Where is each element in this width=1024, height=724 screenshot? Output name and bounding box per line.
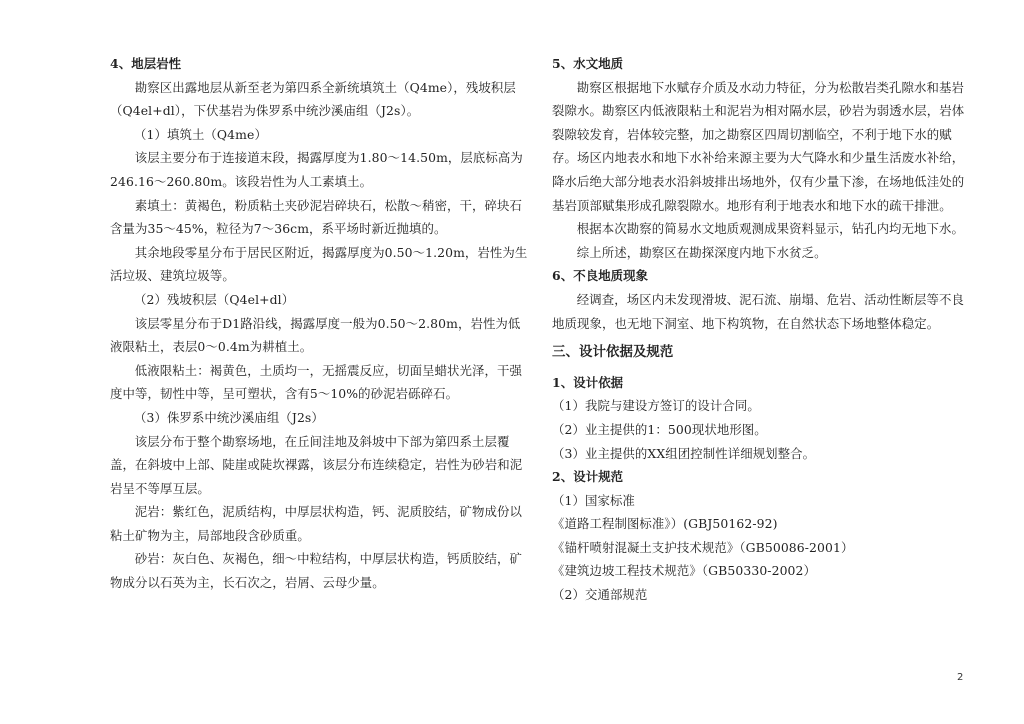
fill-soil-paragraph-1: 该层主要分布于连接道末段，揭露厚度为1.80～14.50m，层底标高为246.16～260.80m。该段岩性为人工素填土。 [110,150,523,189]
jurassic-formation-title: （3）侏罗系中统沙溪庙组（J2s） [134,409,324,425]
hydrogeology-paragraph-3: 综上所述，勘察区在勘探深度内地下水贫乏。 [576,244,827,260]
adverse-geology-paragraph: 经调查，场区内未发现滑坡、泥石流、崩塌、危岩、活动性断层等不良地质现象，也无地下洞室、地下构筑物，在自然状态下场地整体稳定。 [552,291,965,331]
design-basis-title: 1、设计依据 [552,374,624,390]
fill-soil-paragraph-3: 其余地段零星分布于居民区附近，揭露厚度为0.50～1.20m，岩性为生活垃圾、建筑垃圾等。 [110,244,528,284]
design-codes-title: 2、设计规范 [552,469,624,485]
section-4-title: 4、地层岩性 [110,56,182,71]
transport-codes-title: （2）交通部规范 [552,587,648,603]
residual-layer-paragraph-2: 低液限粘土：褐黄色，土质均一，无摇震反应，切面呈蜡状光泽，干强度中等，韧性中等，呈可塑状，含有5～10%的砂泥岩砾碎石。 [110,362,523,402]
chapter-3-title: 三、设计依据及规范 [552,344,674,361]
stratigraphy-intro: 勘察区出露地层从新至老为第四系全新统填筑土（Q4me），残坡积层（Q4el+dl），下伏基岩为侏罗系中统沙溪庙组（J2s）。 [110,79,516,119]
mudstone-paragraph: 泥岩：紫红色，泥质结构，中厚层状构造，钙、泥质胶结，矿物成份以粘土矿物为主，局部地段含砂质重。 [110,504,523,543]
page-number: 2 [957,672,964,683]
standard-item: 《道路工程制图标准》）(GBJ50162-92) [552,516,778,532]
sandstone-paragraph: 砂岩：灰白色、灰褐色，细～中粒结构，中厚层状构造，钙质胶结，矿物成分以石英为主，长石次之，岩屑、云母少量。 [110,551,523,591]
design-basis-item: （3）业主提供的XX组团控制性详细规划整合。 [552,445,816,461]
jurassic-formation-paragraph: 该层分布于整个勘察场地，在丘间洼地及斜坡中下部为第四系土层覆盖，在斜坡中上部、陡崖或陡坎裸露，该层分布连续稳定，岩性为砂岩和泥岩呈不等厚互层。 [110,433,523,496]
standard-item: 《建筑边坡工程技术规范》（GB50330-2002） [552,563,817,579]
national-standards-title: （1）国家标准 [552,492,635,508]
hydrogeology-paragraph-2: 根据本次勘察的简易水文地质观测成果资料显示，钻孔内均无地下水。 [576,221,965,237]
design-basis-item: （1）我院与建设方签订的设计合同。 [552,398,760,414]
hydrogeology-paragraph-1: 勘察区根据地下水赋存介质及水动力特征，分为松散岩类孔隙水和基岩裂隙水。勘察区内低液限粘土和泥岩为相对隔水层，砂岩为弱透水层，岩体裂隙较发育，岩体较完整，加之勘察区四周切割临空，不利于地下水的赋存。场区内地表水和地下水补给来源主要为大气降水和少量生活废水补给，降水后绝大部分地表水沿斜坡排出场地外，仅有少量下渗，在场地低洼处的基岩顶部赋集形成孔隙裂隙水。地形有利于地表水和地下水的疏干排泄。 [552,79,965,213]
residual-layer-paragraph-1: 该层零星分布于D1路沿线，揭露厚度一般为0.50～2.80m，岩性为低液限粘土，表层0～0.4m为耕植土。 [110,315,521,355]
section-5-title: 5、水文地质 [552,56,624,71]
residual-layer-title: （2）残坡积层（Q4el+dl） [134,291,295,307]
design-basis-item: （2）业主提供的1：500现状地形图。 [552,421,767,437]
standard-item: 《锚杆喷射混凝土支护技术规范》（GB50086-2001） [552,539,854,555]
left-column [110,52,528,595]
section-6-title: 6、不良地质现象 [552,268,649,284]
right-column [552,52,970,607]
fill-soil-title: （1）填筑土（Q4me） [134,126,267,142]
fill-soil-paragraph-2: 素填土：黄褐色，粉质粘土夹砂泥岩碎块石，松散～稍密，干，碎块石含量为35～45%，粒径为7～36cm，系平场时新近抛填的。 [110,197,523,237]
